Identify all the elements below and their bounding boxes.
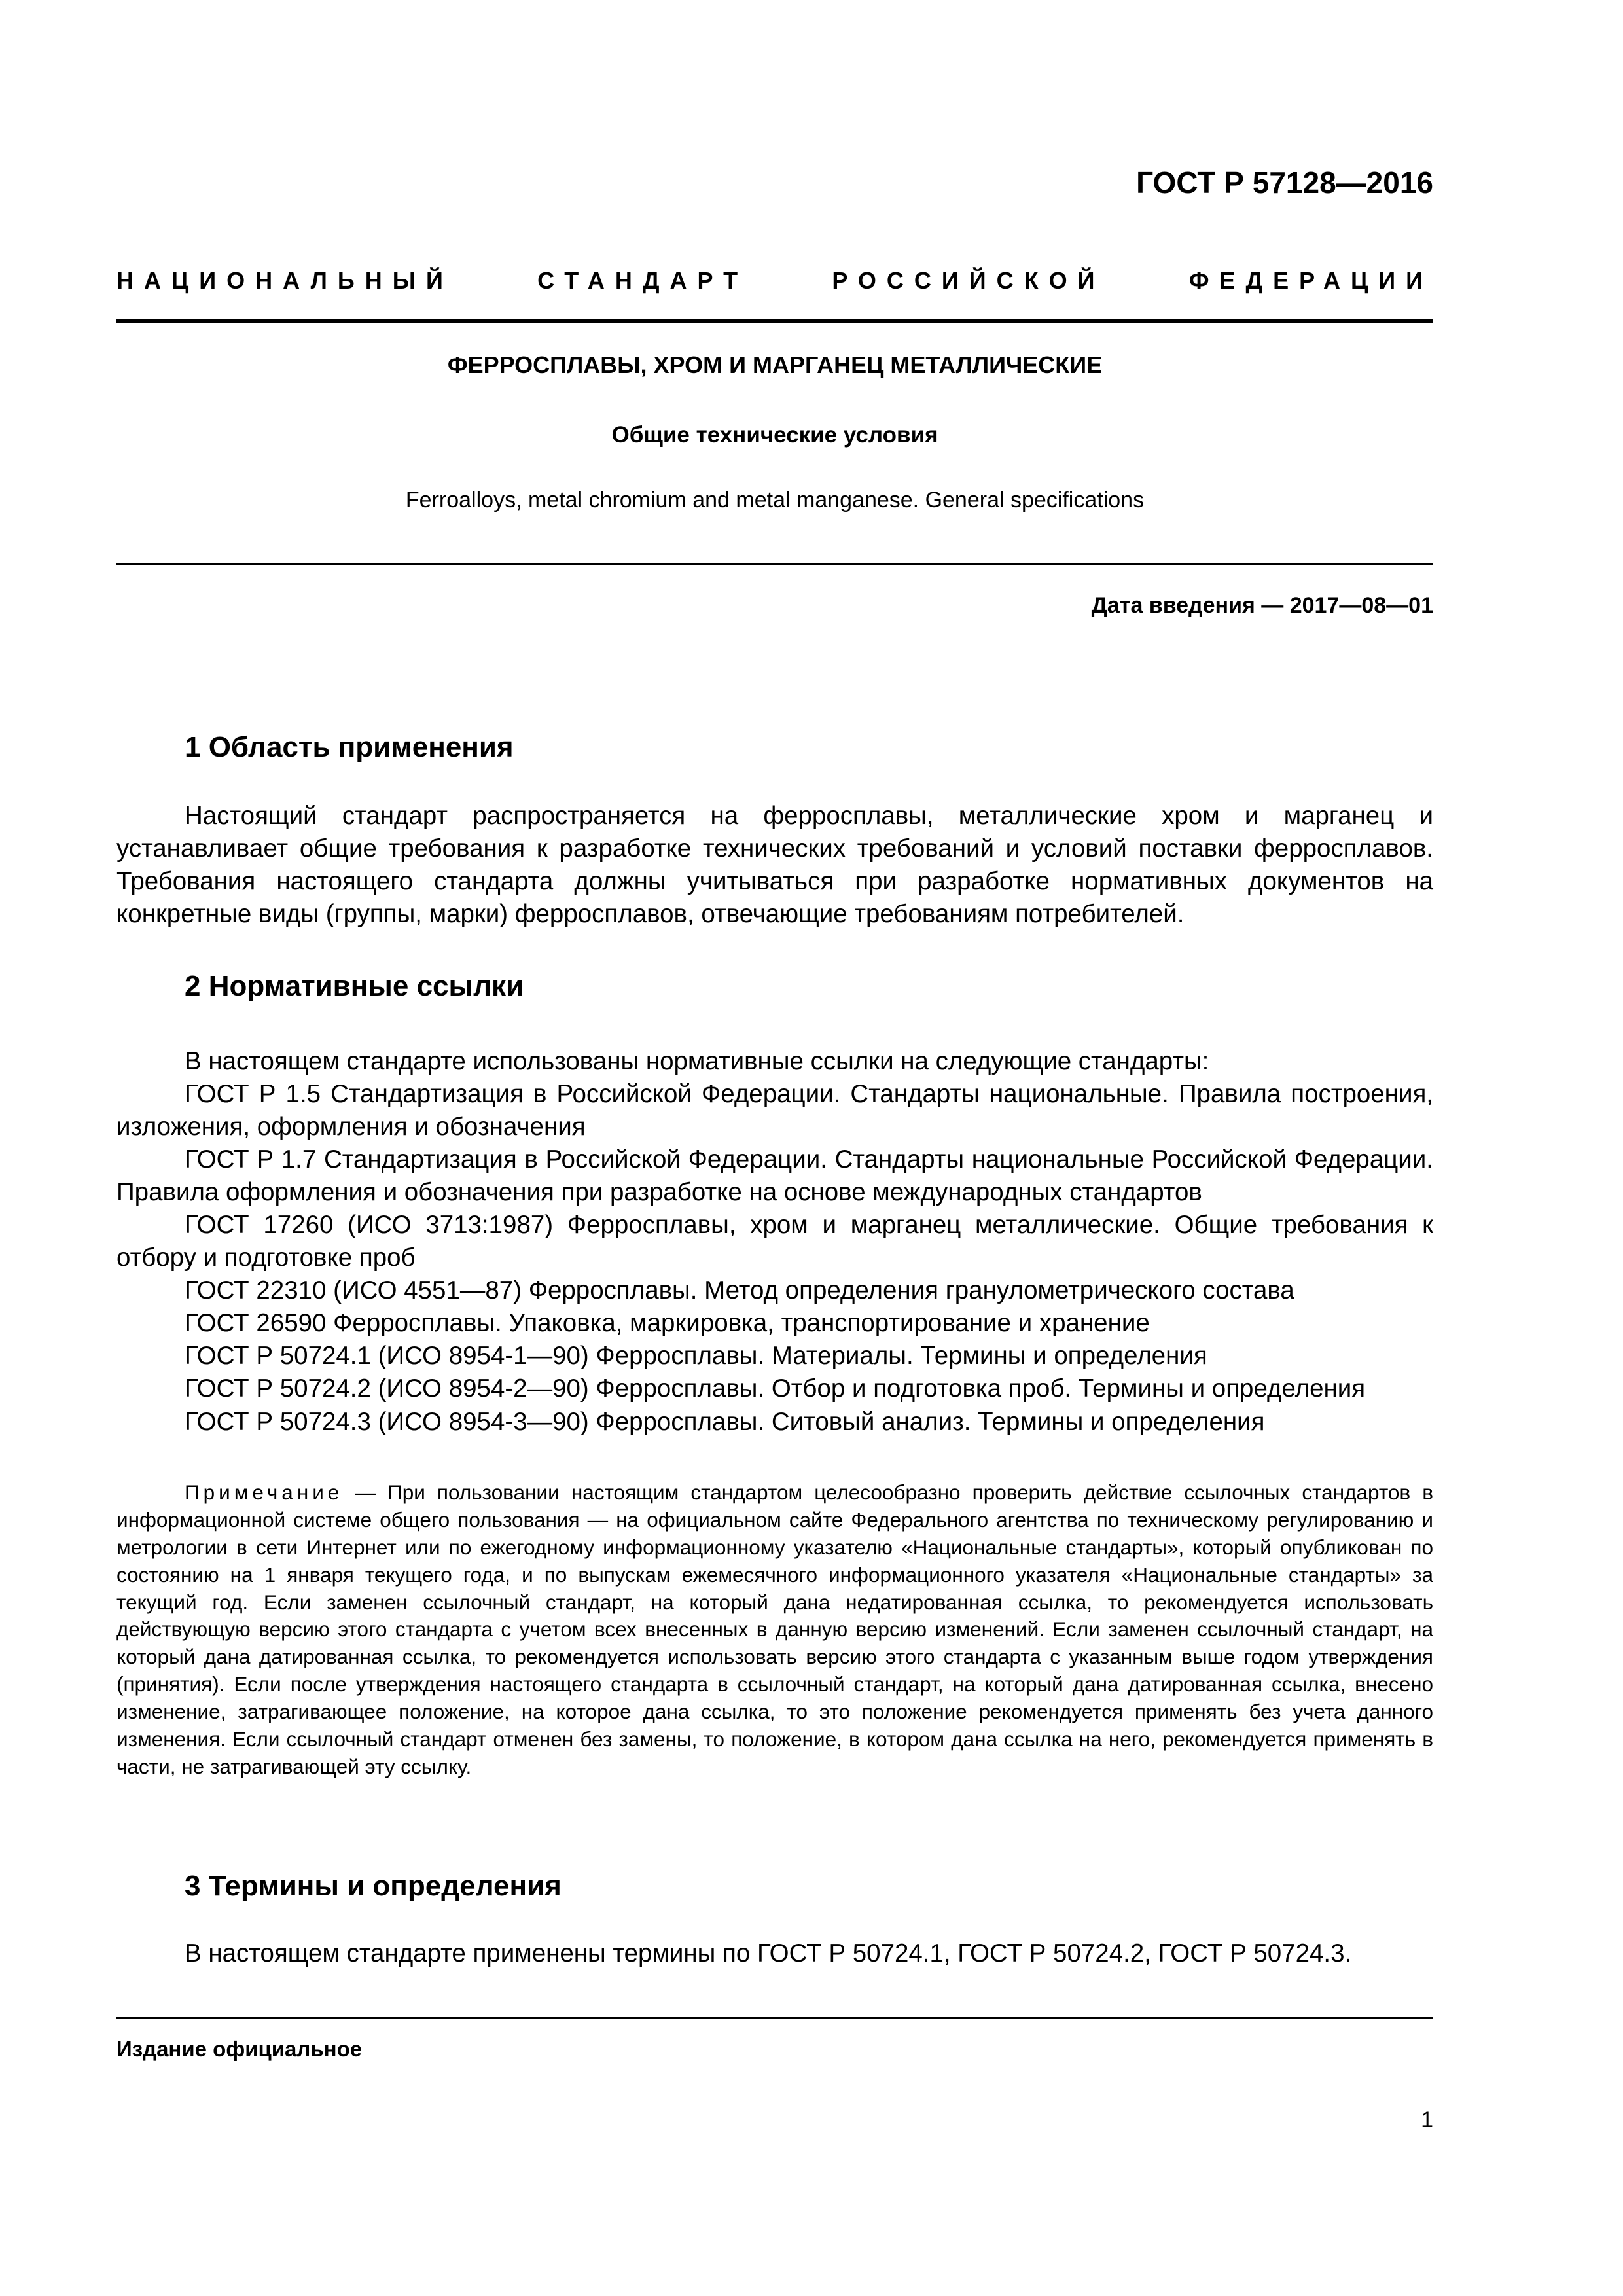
document-subtitle: Общие технические условия (611, 422, 938, 448)
reference-item: ГОСТ 22310 (ИСО 4551—87) Ферросплавы. Метод определения гранулометрического состава (185, 1276, 1294, 1305)
gost-number: ГОСТ Р 57128—2016 (1136, 166, 1433, 200)
reference-item: ГОСТ 17260 (ИСО 3713:1987) Ферросплавы, хром и марганец металлические. Общие требования к отбору и подготовке проб (116, 1211, 1433, 1272)
introduction-date: Дата введения — 2017—08—01 (1091, 593, 1433, 618)
section-heading-references: 2 Нормативные ссылки (185, 970, 524, 1002)
banner-word: ФЕДЕРАЦИИ (1188, 267, 1433, 294)
reference-item: ГОСТ Р 1.5 Стандартизация в Российской Федерации. Стандарты национальные. Правила построения, изложения, оформления и обозначения (116, 1080, 1433, 1141)
official-edition-label: Издание официальное (116, 2037, 363, 2061)
document-title-english: Ferroalloys, metal chromium and metal manganese. General specifications (405, 488, 1145, 512)
footer-divider (116, 2017, 1433, 2019)
banner-word: НАЦИОНАЛЬНЫЙ (116, 267, 454, 294)
references-intro: В настоящем стандарте использованы нормативные ссылки на следующие стандарты: (185, 1047, 1209, 1075)
reference-item: ГОСТ Р 1.7 Стандартизация в Российской Федерации. Стандарты национальные Российской Федерации. Правила оформления и обозначения при разработке на основе международных стандартов (116, 1145, 1433, 1207)
title-divider (116, 563, 1433, 565)
section-heading-terms: 3 Термины и определения (185, 1870, 562, 1902)
section-scope-body (116, 800, 1433, 931)
reference-item: ГОСТ Р 50724.2 (ИСО 8954-2—90) Ферросплавы. Отбор и подготовка проб. Термины и определения (185, 1374, 1366, 1403)
section-heading-scope: 1 Область применения (185, 731, 514, 763)
reference-item: ГОСТ 26590 Ферросплавы. Упаковка, маркировка, транспортирование и хранение (185, 1309, 1150, 1338)
header-divider (116, 319, 1433, 323)
page-number: 1 (1421, 2108, 1433, 2132)
banner-word: РОССИЙСКОЙ (832, 267, 1105, 294)
note-label: Примечание (185, 1480, 344, 1504)
reference-item: ГОСТ Р 50724.1 (ИСО 8954-1—90) Ферросплавы. Материалы. Термины и определения (185, 1342, 1207, 1371)
banner-word: СТАНДАРТ (537, 267, 749, 294)
references-note (116, 1479, 1433, 1781)
reference-item: ГОСТ Р 50724.3 (ИСО 8954-3—90) Ферросплавы. Ситовый анализ. Термины и определения (185, 1407, 1265, 1436)
scope-paragraph: Настоящий стандарт распространяется на ферросплавы, металлические хром и марганец и устанавливает общие требования к разработке технических требований и условий поставки ферросплавов. Требования настоящего стандарта должны учитываться при разработке нормативных документов на конкретные виды (группы, марки) ферросплавов, отвечающие требованиям потребителей. (116, 802, 1433, 929)
note-text: — При пользовании настоящим стандартом целесообразно проверить действие ссылочных стандартов в информационной системе общего пользования — на официальном сайте Федерального агентства по техническому регулированию и метрологии в сети Интернет или по ежегодному информационному указателю «Национальные стандарты», который опубликован по состоянию на 1 января текущего года, и по выпускам ежемесячного информационного указателя «Национальные стандарты» за текущий год. Если заменен ссылочный стандарт, на который дана недатированная ссылка, то рекомендуется использовать действующую версию этого стандарта с учетом всех внесенных в данную версию изменений. Если заменен ссылочный стандарт, на который дана датированная ссылка, то рекомендуется использовать версию этого стандарта с указанным выше годом утверждения (принятия). Если после утверждения настоящего стандарта в ссылочный стандарт, на который дана датированная ссылка, внесено изменение, затрагивающее положение, на которое дана ссылка, то это положение рекомендуется применять без учета данного изменения. Если ссылочный стандарт отменен без замены, то положение, в котором дана ссылка на него, рекомендуется применять в части, не затрагивающей эту ссылку. (116, 1480, 1433, 1778)
terms-paragraph: В настоящем стандарте применены термины по ГОСТ Р 50724.1, ГОСТ Р 50724.2, ГОСТ Р 50724.3. (185, 1939, 1352, 1967)
national-standard-banner (116, 267, 1433, 295)
document-title: ФЕРРОСПЛАВЫ, ХРОМ И МАРГАНЕЦ МЕТАЛЛИЧЕСКИЕ (447, 351, 1103, 378)
references-list (116, 1045, 1433, 1439)
section-terms-body (116, 1937, 1433, 1970)
